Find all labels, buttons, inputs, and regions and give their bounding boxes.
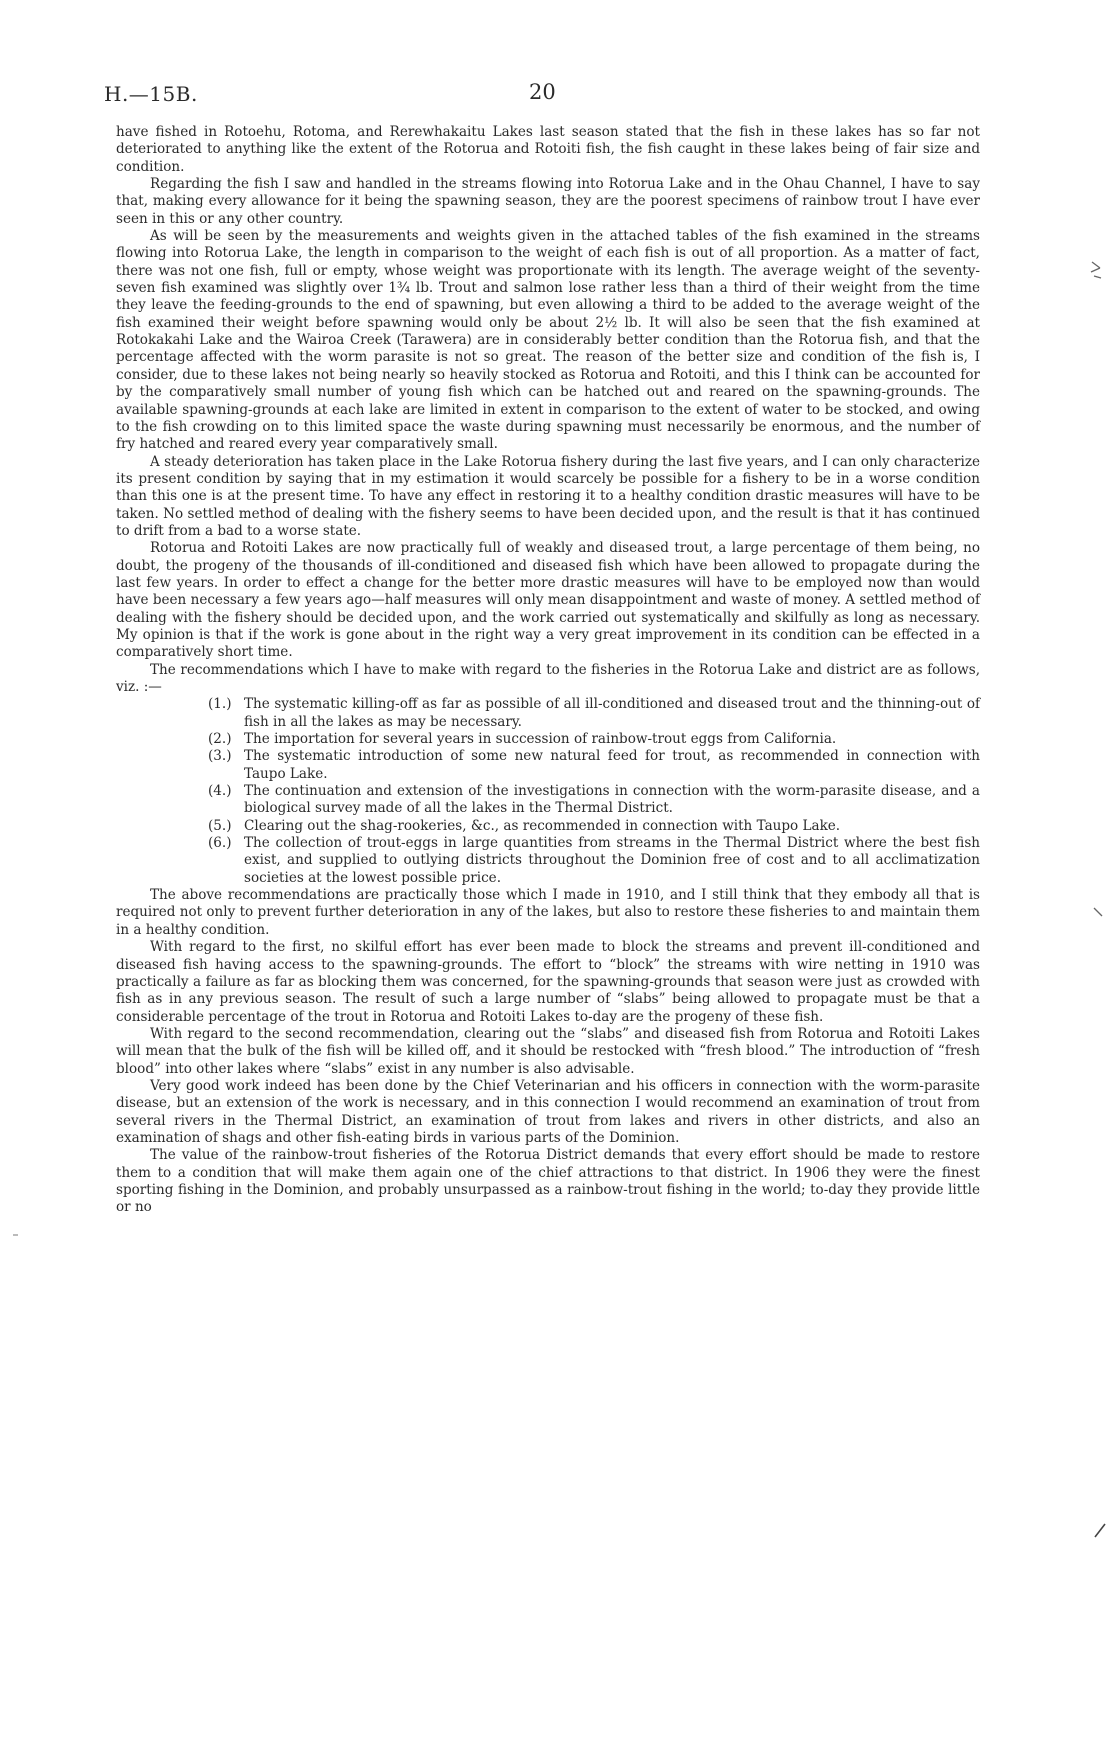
list-item-text: The systematic killing-off as far as possible of all ill-conditioned and diseased trout and the thinning-out of fish in all the lakes as may be necessary. (244, 696, 980, 730)
paragraph: The above recommendations are practically those which I made in 1910, and I still think that they embody all that is required not only to prevent further deterioration in any of the lakes, but also to restore these fisheries to and maintain them in a healthy condition. (116, 887, 980, 938)
list-item-number: (1.) (208, 696, 232, 713)
margin-mark (12, 1232, 20, 1238)
margin-mark (1088, 258, 1104, 280)
list-item-text: The continuation and extension of the investigations in connection with the worm-parasite disease, and a biological survey made of all the lakes in the Thermal District. (244, 783, 980, 817)
paragraph: With regard to the first, no skilful effort has ever been made to block the streams and prevent ill-conditioned and diseased fish having access to the spawning-grounds. The effort to “block” the streams with wire netting in 1910 was practically a failure as far as blocking them was concerned, for the spawning-grounds that season were just as crowded with fish as in any previous season. The result of such a large number of “slabs” being allowed to propagate must be that a considerable percentage of the trout in Rotorua and Rotoiti Lakes to-day are the progeny of these fish. (116, 939, 980, 1025)
paragraph: The value of the rainbow-trout fisheries of the Rotorua District demands that every effort should be made to restore them to a condition that will make them again one of the chief attractions to that district. In 1906 they were the finest sporting fishing in the Dominion, and probably unsurpassed as a rainbow-trout fishing in the world; to-day they provide little or no (116, 1147, 980, 1216)
list-item (208, 783, 980, 818)
report-body (116, 124, 980, 1217)
list-item-number: (6.) (208, 835, 232, 852)
list-item-text: The systematic introduction of some new natural feed for trout, as recommended in connection with Taupo Lake. (244, 748, 980, 782)
list-item-number: (4.) (208, 783, 232, 800)
paragraph: Regarding the fish I saw and handled in the streams flowing into Rotorua Lake and in the Ohau Channel, I have to say that, making every allowance for it being the spawning season, they are the poorest specimens of rainbow trout I have ever seen in this or any other country. (116, 176, 980, 227)
list-item-number: (2.) (208, 731, 232, 748)
page-header (104, 80, 980, 112)
paragraph: As will be seen by the measurements and weights given in the attached tables of the fish examined in the streams flowing into Rotorua Lake, the length in comparison to the weight of each fish is out of all proportion. As a matter of fact, there was not one fish, full or empty, whose weight was proportionate with its length. The average weight of the seventy-seven fish examined was slightly over 1¾ lb. Trout and salmon lose rather less than a third of their weight from the time they leave the feeding-grounds to the end of spawning, but even allowing a third to be added to the average weight of the fish examined their weight before spawning would only be about 2½ lb. It will also be seen that the fish examined at Rotokakahi Lake and the Wairoa Creek (Tarawera) are in considerably better condition than the Rotorua fish, and that the percentage affected with the worm parasite is not so great. The reason of the better size and condition of the fish is, I consider, due to these lakes not being nearly so heavily stocked as Rotorua and Rotoiti, and this I think can be accounted for by the comparatively small number of young fish which can be hatched out and reared on the spawning-grounds. The available spawning-grounds at each lake are limited in extent in comparison to the extent of water to be stocked, and owing to the fish crowding on to this limited space the waste during spawning must necessarily be enormous, and the number of fry hatched and reared every year comparatively small. (116, 228, 980, 453)
paragraph: Rotorua and Rotoiti Lakes are now practically full of weakly and diseased trout, a large percentage of them being, no doubt, the progeny of the thousands of ill-conditioned and diseased fish which have been allowed to propagate during the last few years. In order to effect a change for the better more drastic measures will have to be employed now than would have been necessary a few years ago—half measures will only mean disappointment and waste of money. A settled method of dealing with the fishery should be decided upon, and the work carried out systematically and skilfully as long as necessary. My opinion is that if the work is gone about in the right way a very great improvement in its condition can be effected in a comparatively short time. (116, 540, 980, 661)
list-item-text: The importation for several years in succession of rainbow-trout eggs from California. (244, 731, 837, 748)
paragraph: Very good work indeed has been done by the Chief Veterinarian and his officers in connection with the worm-parasite disease, but an extension of the work is necessary, and in this connection I would recommend an examination of trout from several rivers in the Thermal District, an examination of trout from lakes and rivers in other districts, and also an examination of shags and other fish-eating birds in various parts of the Dominion. (116, 1077, 980, 1146)
recommendations-list (208, 696, 980, 887)
list-item (208, 748, 980, 783)
list-item (208, 696, 980, 731)
list-item (208, 731, 980, 748)
paragraph: The recommendations which I have to make with regard to the fisheries in the Rotorua Lake and district are as follows, viz. :— (116, 661, 980, 695)
list-item-number: (3.) (208, 748, 232, 765)
list-item-number: (5.) (208, 817, 232, 834)
paragraph: A steady deterioration has taken place in the Lake Rotorua fishery during the last five years, and I can only characterize its present condition by saying that in my estimation it would scarcely be possible for a fishery to be in a worse condition than this one is at the present time. To have any effect in restoring it to a healthy condition drastic measures will have to be taken. No settled method of dealing with the fishery seems to have been decided upon, and the result is that it has continued to drift from a bad to a worse state. (116, 453, 980, 539)
list-item-text: Clearing out the shag-rookeries, &c., as recommended in connection with Taupo Lake. (244, 817, 841, 834)
list-item (208, 835, 980, 887)
margin-mark (1092, 1520, 1108, 1540)
report-reference: H.—15B. (104, 82, 198, 106)
list-item (208, 818, 980, 835)
paragraph: have fished in Rotoehu, Rotoma, and Rerewhakaitu Lakes last season stated that the fish in these lakes has so far not deteriorated to anything like the extent of the Rotorua and Rotoiti fish, the fish caught in these lakes being of fair size and condition. (116, 124, 980, 175)
list-item-text: The collection of trout-eggs in large quantities from streams in the Thermal District where the best fish exist, and supplied to outlying districts throughout the Dominion free of cost and to all acclimatization societies at the lowest possible price. (244, 835, 980, 886)
margin-mark (1092, 906, 1106, 920)
paragraph: With regard to the second recommendation, clearing out the “slabs” and diseased fish from Rotorua and Rotoiti Lakes will mean that the bulk of the fish will be killed off, and it should be restocked with “fresh blood.” The introduction of “fresh blood” into other lakes where “slabs” exist in any number is also advisable. (116, 1025, 980, 1077)
page-number: 20 (529, 80, 556, 104)
